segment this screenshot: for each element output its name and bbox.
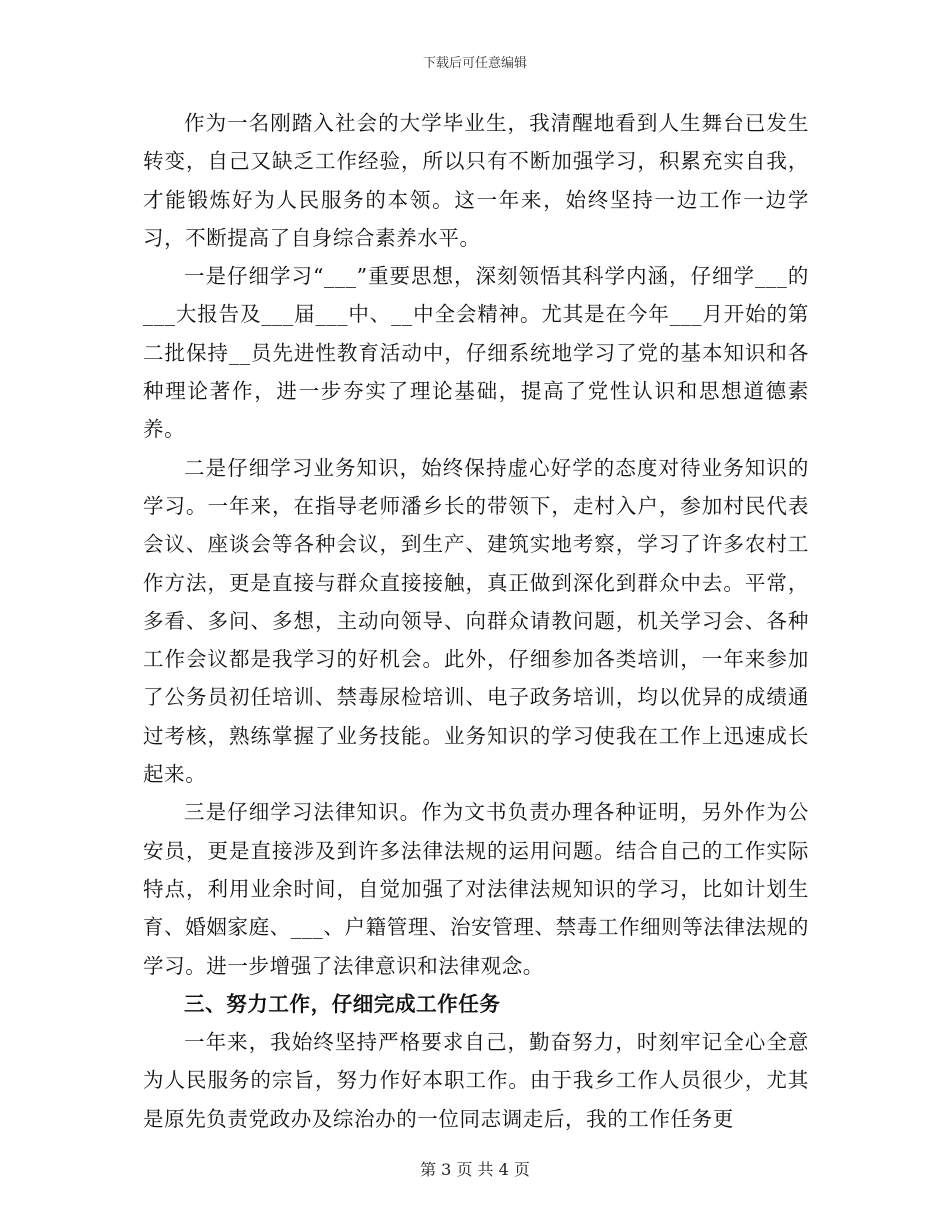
paragraph-business-study: 二是仔细学习业务知识，始终保持虚心好学的态度对待业务知识的学习。一年来，在指导老师潘乡长的带领下，走村入户，参加村民代表会议、座谈会等各种会议，到生产、建筑实地考察，学习了许多农村工作方法，更是直接与群众直接接触，真正做到深化到群众中去。平常，多看、多问、多想，主动向领导、向群众请教问题，机关学习会、各种工作会议都是我学习的好机会。此外，仔细参加各类培训，一年来参加了公务员初任培训、禁毒尿检培训、电子政务培训，均以优异的成绩通过考核，熟练掌握了业务技能。业务知识的学习使我在工作上迅速成长起来。: [143, 455, 809, 787]
paragraph-work-tasks: 一年来，我始终坚持严格要求自己，勤奋努力，时刻牢记全心全意为人民服务的宗旨，努力作好本职工作。由于我乡工作人员很少，尤其是原先负责党政办及综治办的一位同志调走后，我的工作任务更: [143, 1030, 809, 1131]
section-heading: 三、努力工作，仔细完成工作任务: [184, 991, 501, 1016]
paragraph-theory-study: 一是仔细学习“___”重要思想，深刻领悟其科学内涵，仔细学___的___大报告及___届___中、__中全会精神。尤其是在今年___月开始的第二批保持__员先进性教育活动中，仔细系统地学习了党的基本知识和各种理论著作，进一步夯实了理论基础，提高了党性认识和思想道德素养。: [143, 264, 809, 442]
document-body: [143, 104, 809, 1138]
paragraph-law-study: 三是仔细学习法律知识。作为文书负责办理各种证明，另外作为公安员，更是直接涉及到许多法律法规的运用问题。结合自己的工作实际特点，利用业余时间，自觉加强了对法律法规知识的学习，比如计划生育、婚姻家庭、___、户籍管理、治安管理、禁毒工作细则等法律法规的学习。进一步增强了法律意识和法律观念。: [143, 800, 809, 978]
page-header: 下载后可任意编辑: [422, 56, 527, 71]
paragraph-intro: 作为一名刚踏入社会的大学毕业生，我清醒地看到人生舞台已发生转变，自己又缺乏工作经验，所以只有不断加强学习，积累充实自我，才能锻炼好为人民服务的本领。这一年来，始终坚持一边工作一边学习，不断提高了自身综合素养水平。: [143, 111, 809, 250]
page-footer: 第 3 页 共 4 页: [420, 1160, 530, 1179]
